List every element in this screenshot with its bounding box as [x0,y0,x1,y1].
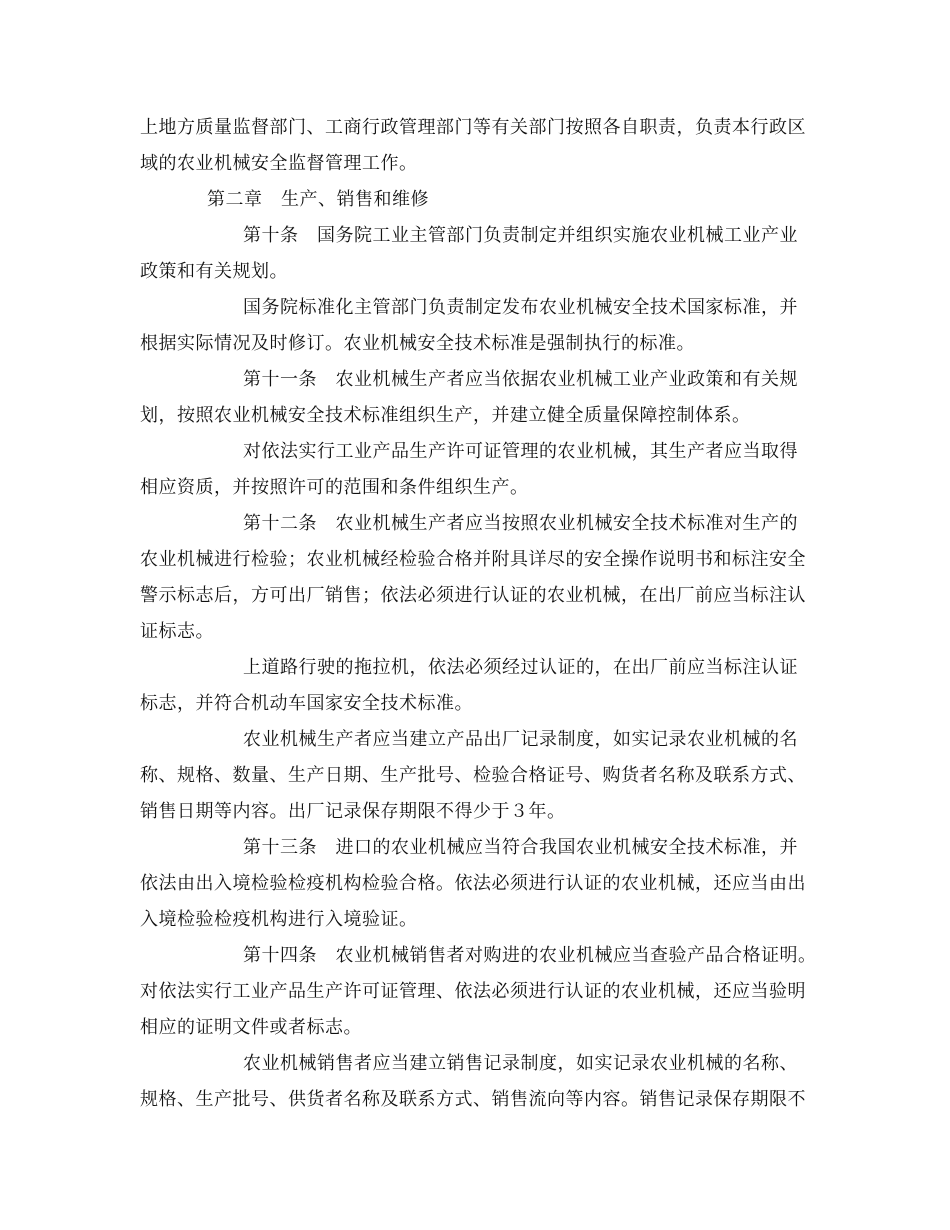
text-line: 称、规格、数量、生产日期、生产批号、检验合格证号、购货者名称及联系方式、 [140,765,806,786]
text-line: 域的农业机械安全监督管理工作。 [140,153,418,174]
paragraph-line: 上道路行驶的拖拉机，依法必须经过认证的，在出厂前应当标注认证 [243,657,798,678]
article-line: 第十条 国务院工业主管部门负责制定并组织实施农业机械工业产业 [243,225,798,246]
article-line: 第十二条 农业机械生产者应当按照农业机械安全技术标准对生产的 [243,513,798,534]
chapter-heading: 第二章 生产、销售和维修 [207,189,429,210]
text-line: 划，按照农业机械安全技术标准组织生产，并建立健全质量保障控制体系。 [140,405,751,426]
article-line: 第十一条 农业机械生产者应当依据农业机械工业产业政策和有关规 [243,369,798,390]
paragraph-line: 农业机械销售者应当建立销售记录制度，如实记录农业机械的名称、 [243,1053,798,1074]
text-line: 相应的证明文件或者标志。 [140,1017,362,1038]
text-line: 根据实际情况及时修订。农业机械安全技术标准是强制执行的标准。 [140,333,695,354]
paragraph-line: 农业机械生产者应当建立产品出厂记录制度，如实记录农业机械的名 [243,729,798,750]
text-line: 证标志。 [140,621,214,642]
text-line: 标志，并符合机动车国家安全技术标准。 [140,693,473,714]
text-line: 依法由出入境检验检疫机构检验合格。依法必须进行认证的农业机械，还应当由出 [140,873,806,894]
paragraph-line: 对依法实行工业产品生产许可证管理的农业机械，其生产者应当取得 [243,441,798,462]
text-line: 销售日期等内容。出厂记录保存期限不得少于３年。 [140,801,566,822]
text-line: 警示标志后，方可出厂销售；依法必须进行认证的农业机械，在出厂前应当标注认 [140,585,806,606]
article-line: 第十三条 进口的农业机械应当符合我国农业机械安全技术标准，并 [243,837,798,858]
paragraph-line: 国务院标准化主管部门负责制定发布农业机械安全技术国家标准，并 [243,297,798,318]
text-line: 政策和有关规划。 [140,261,288,282]
text-line: 上地方质量监督部门、工商行政管理部门等有关部门按照各自职责，负责本行政区 [140,117,806,138]
text-line: 规格、生产批号、供货者名称及联系方式、销售流向等内容。销售记录保存期限不 [140,1089,806,1110]
text-line: 对依法实行工业产品生产许可证管理、依法必须进行认证的农业机械，还应当验明 [140,981,806,1002]
text-line: 相应资质，并按照许可的范围和条件组织生产。 [140,477,529,498]
text-line: 入境检验检疫机构进行入境验证。 [140,909,418,930]
text-line: 农业机械进行检验；农业机械经检验合格并附具详尽的安全操作说明书和标注安全 [140,549,806,570]
article-line: 第十四条 农业机械销售者对购进的农业机械应当查验产品合格证明。 [243,945,817,966]
